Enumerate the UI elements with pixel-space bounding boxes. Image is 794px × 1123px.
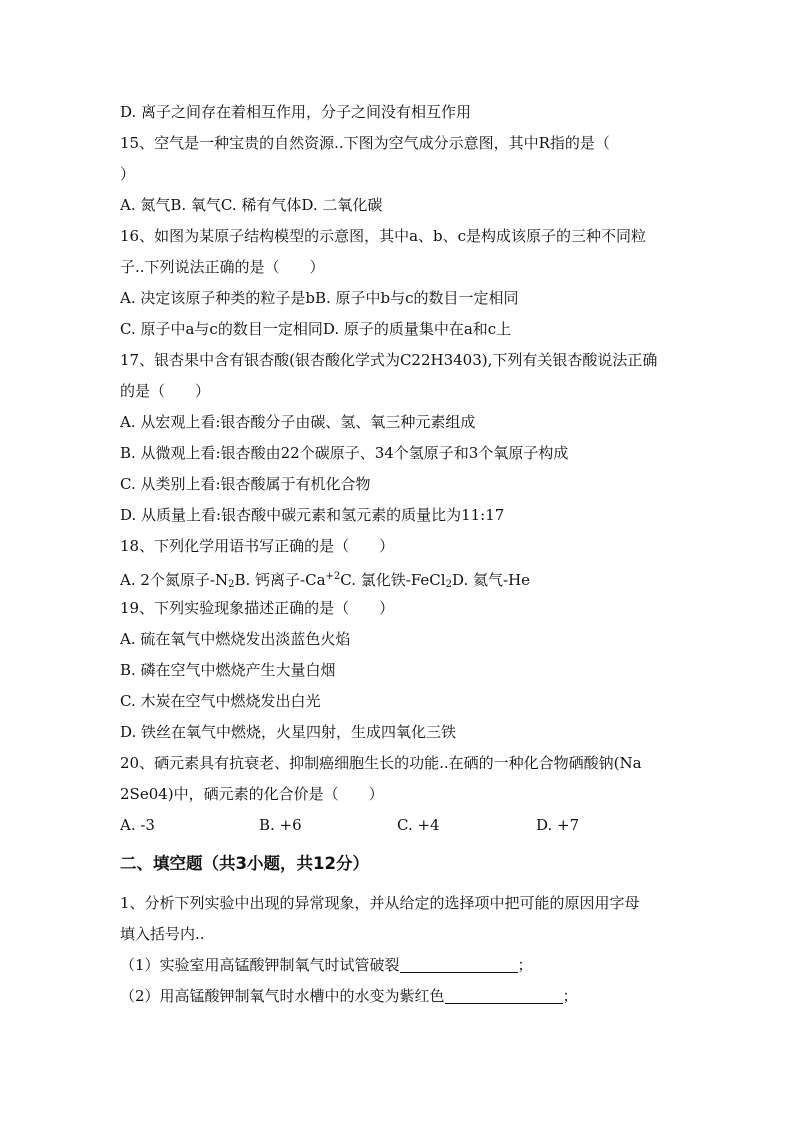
q18-option-a: A. 2个氮原子-N bbox=[120, 571, 229, 589]
q20-option-c: C. +4 bbox=[397, 816, 440, 834]
q20-stem-cont: 2Se04)中，硒元素的化合价是（ ） bbox=[120, 785, 384, 803]
q19-option-c: C. 木炭在空气中燃烧发出白光 bbox=[120, 692, 321, 710]
q20-option-b: B. +6 bbox=[259, 816, 302, 834]
fill-q1-part2-end: ； bbox=[562, 987, 578, 1005]
q15-stem: 15、空气是一种宝贵的自然资源..下图为空气成分示意图，其中R指的是（ bbox=[120, 134, 610, 152]
q19-option-d: D. 铁丝在氧气中燃烧，火星四射，生成四氧化三铁 bbox=[120, 723, 457, 741]
q15-options: A. 氮气B. 氧气C. 稀有气体D. 二氧化碳 bbox=[120, 196, 383, 214]
q16-options-ab: A. 决定该原子种类的粒子是bB. 原子中b与c的数目一定相同 bbox=[120, 289, 519, 307]
q18-option-b: B. 钙离子-Ca bbox=[234, 571, 326, 589]
q17-option-a: A. 从宏观上看:银杏酸分子由碳、氢、氧三种元素组成 bbox=[120, 413, 476, 431]
q17-option-d: D. 从质量上看:银杏酸中碳元素和氢元素的质量比为11:17 bbox=[120, 506, 505, 524]
fill-q1-part1-end: ； bbox=[517, 956, 533, 974]
q16-stem-cont: 子..下列说法正确的是（ ） bbox=[120, 258, 325, 276]
fill-q1-stem: 1、分析下列实验中出现的异常现象，并从给定的选择项中把可能的原因用字母 bbox=[120, 894, 640, 912]
q20-option-d: D. +7 bbox=[536, 816, 580, 834]
q18-option-b-superscript: +2 bbox=[325, 571, 341, 582]
q18-option-c: C. 氯化铁-FeCl bbox=[340, 571, 446, 589]
answer-blank-2[interactable] bbox=[445, 987, 563, 1004]
q17-option-c: C. 从类别上看:银杏酸属于有机化合物 bbox=[120, 475, 371, 493]
q17-stem-cont: 的是（ ） bbox=[120, 382, 211, 400]
q18-options bbox=[120, 566, 530, 596]
fill-q1-part2 bbox=[120, 985, 578, 1007]
q18-option-c-subscript: 2 bbox=[445, 579, 452, 590]
q17-option-b: B. 从微观上看:银杏酸由22个碳原子、34个氢原子和3个氧原子构成 bbox=[120, 444, 569, 462]
q18-stem: 18、下列化学用语书写正确的是（ ） bbox=[120, 537, 395, 555]
q16-options-cd: C. 原子中a与c的数目一定相同D. 原子的质量集中在a和c上 bbox=[120, 320, 512, 338]
fill-q1-stem-cont: 填入括号内.. bbox=[120, 925, 205, 943]
q19-option-b: B. 磷在空气中燃烧产生大量白烟 bbox=[120, 661, 336, 679]
q14-option-d: D. 离子之间存在着相互作用，分子之间没有相互作用 bbox=[120, 103, 472, 121]
q18-option-d: D. 氦气-He bbox=[451, 571, 531, 589]
q19-stem: 19、下列实验现象描述正确的是（ ） bbox=[120, 599, 395, 617]
q15-stem-cont: ） bbox=[120, 165, 136, 183]
q18-option-a-subscript: 2 bbox=[228, 579, 235, 590]
section-heading-fill-in: 二、填空题（共3小题，共12分） bbox=[120, 854, 369, 873]
fill-q1-part2-text: （2）用高锰酸钾制氧气时水槽中的水变为紫红色 bbox=[120, 987, 445, 1005]
q20-stem: 20、硒元素具有抗衰老、抑制癌细胞生长的功能..在硒的一种化合物硒酸钠(Na bbox=[120, 754, 642, 772]
fill-q1-part1-text: （1）实验室用高锰酸钾制氧气时试管破裂 bbox=[120, 956, 400, 974]
q17-stem: 17、银杏果中含有银杏酸(银杏酸化学式为C22H3403),下列有关银杏酸说法正确 bbox=[120, 351, 658, 369]
q19-option-a: A. 硫在氧气中燃烧发出淡蓝色火焰 bbox=[120, 630, 351, 648]
fill-q1-part1 bbox=[120, 954, 533, 976]
q16-stem: 16、如图为某原子结构模型的示意图，其中a、b、c是构成该原子的三种不同粒 bbox=[120, 227, 647, 245]
answer-blank-1[interactable] bbox=[400, 956, 518, 973]
q20-option-a: A. -3 bbox=[120, 816, 155, 834]
